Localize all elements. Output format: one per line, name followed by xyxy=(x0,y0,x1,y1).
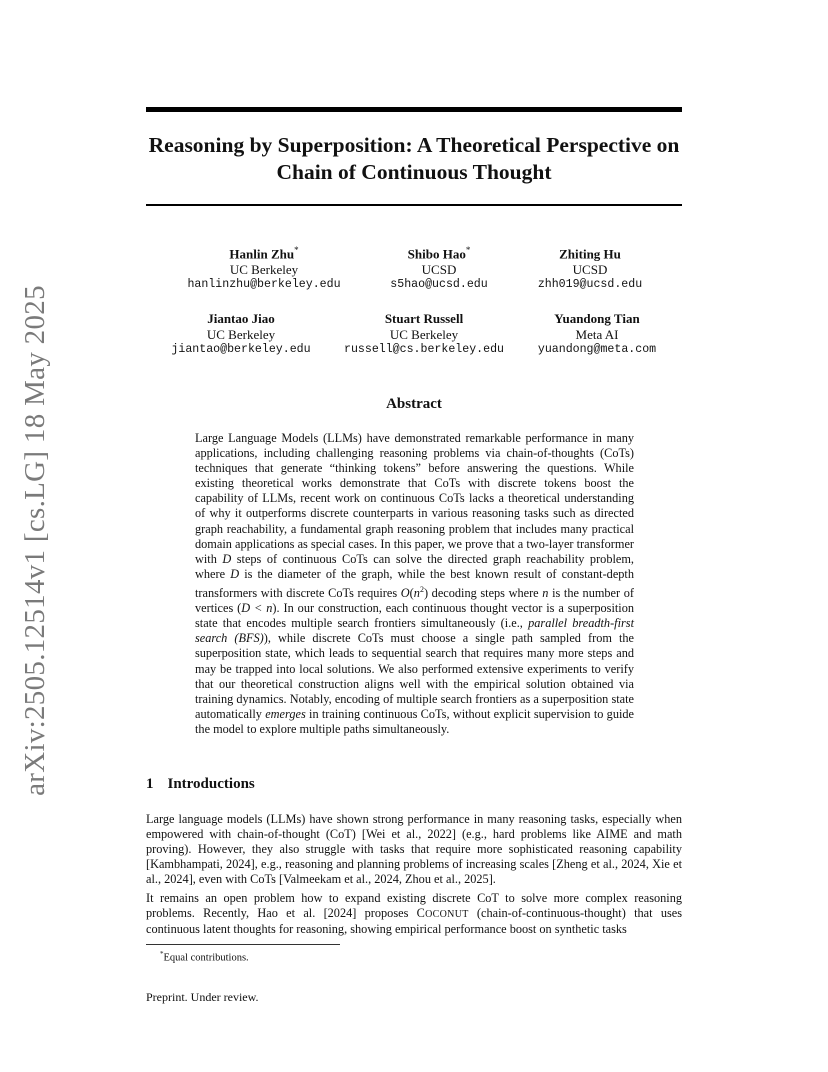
author-email[interactable]: hanlinzhu@berkeley.edu xyxy=(187,278,341,292)
footnote-rule xyxy=(146,944,340,945)
author-name: Yuandong Tian xyxy=(554,311,640,326)
author-affiliation: UC Berkeley xyxy=(389,326,459,342)
author-name: Zhiting Hu xyxy=(559,246,621,262)
author-name: Shibo Hao* xyxy=(407,245,471,262)
author-name: Jiantao Jiao xyxy=(207,311,275,326)
author-affiliation: UC Berkeley xyxy=(206,326,276,342)
author-name: Hanlin Zhu* xyxy=(229,245,299,262)
coconut-name: COCONUT xyxy=(416,906,469,921)
author-email[interactable]: yuandong@meta.com xyxy=(537,343,657,356)
author-email[interactable]: russell@cs.berkeley.edu xyxy=(343,343,505,356)
author-block xyxy=(141,311,341,358)
author-affiliation: UCSD xyxy=(421,261,457,277)
author-block xyxy=(324,311,524,358)
author-affiliation: UCSD xyxy=(572,261,608,277)
arxiv-id-text: arXiv:2505.12514v1 [cs.LG] 18 May 2025 xyxy=(18,284,51,796)
author-block xyxy=(507,311,687,358)
abstract-heading: Abstract xyxy=(386,396,442,412)
author-affiliation: Meta AI xyxy=(575,326,619,342)
author-email[interactable]: zhh019@ucsd.edu xyxy=(537,278,643,292)
author-block xyxy=(508,243,672,293)
paper-title: Reasoning by Superposition: A Theoretical Perspective on Chain of Continuous Thought xyxy=(148,133,680,184)
arxiv-identifier xyxy=(10,284,60,796)
title-bottom-rule xyxy=(146,204,682,206)
section-heading: 1 Introductions xyxy=(146,776,255,792)
author-block xyxy=(164,243,364,293)
author-block xyxy=(344,243,534,293)
intro-paragraph: Large language models (LLMs) have shown strong performance in many reasoning tasks, especially when empowered with chain-of-thought (CoT) [Wei et al., 2022] (e.g., hard problems like AIME and math proving). However, they also struggle with tasks that require more sophisticated reasoning capability [Kambhampati, 2024], e.g., reasoning and planning problems of increasing scales [Zheng et al., 2024, Xie et al., 2024], even with CoTs [Valmeekam et al., 2024, Zhou et al., 2025]. xyxy=(146,812,682,887)
author-affiliation: UC Berkeley xyxy=(229,261,299,277)
title-top-rule xyxy=(146,107,682,112)
preprint-notice: Preprint. Under review. xyxy=(146,990,259,1004)
abstract-body: Large Language Models (LLMs) have demonstrated remarkable performance in many applications, including challenging reasoning problems via chain-of-thoughts (CoTs) techniques that generate “thinking tokens” before answering the questions. While existing theoretical works demonstrate that CoTs with discrete tokens boost the capability of LLMs, recent work on continuous CoTs lacks a theoretical understanding of why it outperforms discrete counterparts in various reasoning tasks such as directed graph reachability, a fundamental graph reasoning problem that includes many practical domain applications as special cases. In this paper, we prove that a two-layer transformer with D steps of continuous CoTs can solve the directed graph reachability problem, where D is the diameter of the graph, while the best known result of constant-depth transformers with discrete CoTs requires $O(n^2)$ decoding steps where n is the number of vertices (D < n). In our construction, each continuous thought vector is a superposition state that encodes multiple search frontiers simultaneously (i.e., parallel breadth-first search (BFS)), while discrete CoTs must choose a single path sampled from the superposition state, which leads to sequential search that requires many more steps and may be trapped into local solutions. We also performed extensive experiments to verify that our theoretical construction aligns well with the empirical solution obtained via training dynamics. Notably, encoding of multiple search frontiers as a superposition state automatically emerges in training continuous CoTs, without explicit supervision to guide the model to explore multiple paths simultaneously. xyxy=(195,431,634,736)
author-email[interactable]: s5hao@ucsd.edu xyxy=(390,278,488,292)
author-email[interactable]: jiantao@berkeley.edu xyxy=(171,343,311,356)
author-name: Stuart Russell xyxy=(384,311,464,326)
intro-paragraph: It remains an open problem how to expand existing discrete CoT to solve more complex reasoning problems. Recently, Hao et al. [2024] proposes COCONUT (chain-of-continuous-thought) that uses continuous latent thoughts for reasoning, showing empirical performance boost on synthetic tasks xyxy=(146,891,682,937)
footnote: *Equal contributions. xyxy=(160,950,249,964)
